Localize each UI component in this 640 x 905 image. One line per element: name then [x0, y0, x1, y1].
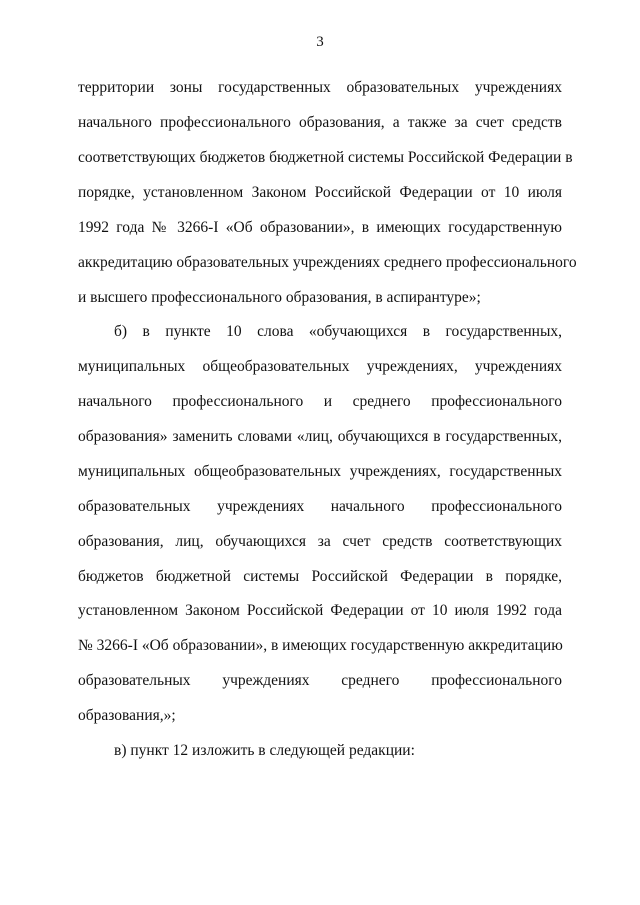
text-line: соответствующих бюджетов бюджетной системы Российской Федерации в [78, 149, 573, 166]
text-line: территории зоны государственных образовательных учреждениях [78, 79, 562, 96]
text-line: начального профессионального образования, а также за счет средств [78, 114, 562, 131]
text-line: 1992 года № 3266-I «Об образовании», в имеющих государственную [78, 219, 562, 236]
text-line: № 3266-I «Об образовании», в имеющих государственную аккредитацию [78, 637, 563, 654]
text-line: начального профессионального и среднего профессионального [78, 393, 562, 410]
text-line: муниципальных общеобразовательных учреждениях, учреждениях [78, 358, 562, 375]
text-line: бюджетов бюджетной системы Российской Федерации в порядке, [78, 568, 562, 585]
page-number: 3 [316, 34, 324, 50]
text-line: образовательных учреждениях начального профессионального [78, 498, 562, 515]
text-line: в) пункт 12 изложить в следующей редакции: [114, 742, 415, 759]
text-line: и высшего профессионального образования, в аспирантуре»; [78, 289, 481, 306]
text-line: муниципальных общеобразовательных учреждениях, государственных [78, 463, 562, 480]
text-line: б) в пункте 10 слова «обучающихся в государственных, [114, 323, 562, 340]
text-line: установленном Законом Российской Федерации от 10 июля 1992 года [78, 602, 562, 619]
text-line: образования, лиц, обучающихся за счет средств соответствующих [78, 533, 562, 550]
text-line: порядке, установленном Законом Российской Федерации от 10 июля [78, 184, 562, 201]
text-line: образования,»; [78, 707, 176, 724]
text-line: образовательных учреждениях среднего профессионального [78, 672, 562, 689]
text-line: образования» заменить словами «лиц, обучающихся в государственных, [78, 428, 562, 445]
text-line: аккредитацию образовательных учреждениях среднего профессионального [78, 254, 577, 271]
